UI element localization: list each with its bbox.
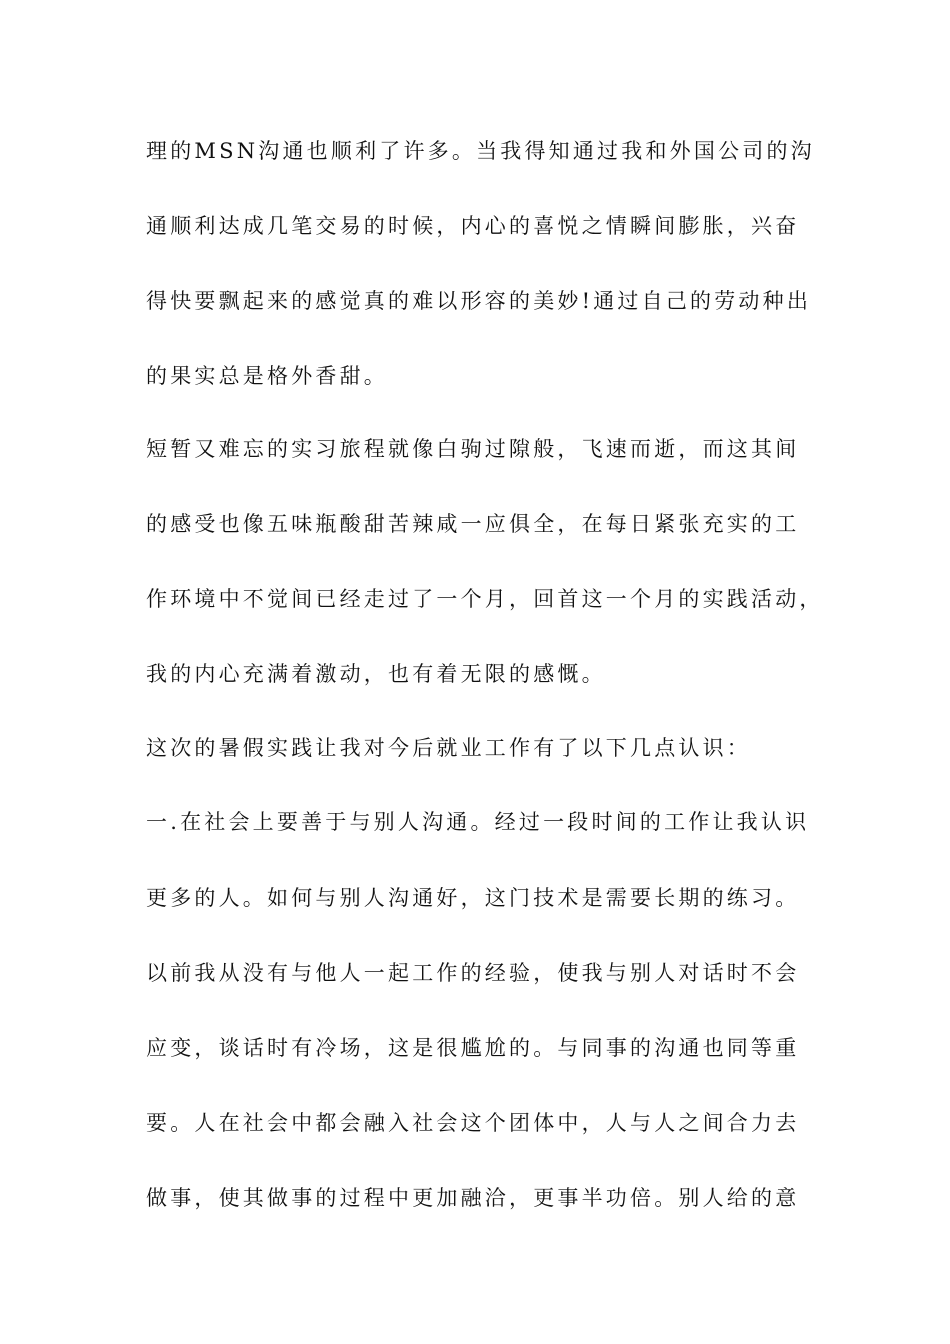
- text-line: 应变，谈话时有冷场，这是很尴尬的。与同事的沟通也同等重: [146, 1036, 800, 1060]
- text-line: 一.在社会上要善于与别人沟通。经过一段时间的工作让我认识: [146, 810, 810, 834]
- text-line: 的感受也像五味瓶酸甜苦辣咸一应俱全，在每日紧张充实的工: [146, 512, 800, 536]
- text-line: 更多的人。如何与别人沟通好，这门技术是需要长期的练习。: [146, 886, 800, 910]
- text-line: 以前我从没有与他人一起工作的经验，使我与别人对话时不会: [146, 961, 800, 985]
- text-line: 理的MSN沟通也顺利了许多。当我得知通过我和外国公司的沟: [146, 139, 815, 163]
- text-line: 通顺利达成几笔交易的时候，内心的喜悦之情瞬间膨胀，兴奋: [146, 214, 800, 238]
- text-line: 得快要飘起来的感觉真的难以形容的美妙!通过自己的劳动种出: [146, 289, 812, 313]
- text-line: 要。人在社会中都会融入社会这个团体中，人与人之间合力去: [146, 1111, 800, 1135]
- text-line: 我的内心充满着激动，也有着无限的感慨。: [146, 662, 606, 686]
- text-line: 这次的暑假实践让我对今后就业工作有了以下几点认识：: [146, 736, 751, 760]
- text-line: 的果实总是格外香甜。: [146, 364, 388, 388]
- text-line: 作环境中不觉间已经走过了一个月，回首这一个月的实践活动，: [146, 587, 824, 611]
- text-line: 短暂又难忘的实习旅程就像白驹过隙般，飞速而逝，而这其间: [146, 437, 800, 461]
- text-line: 做事，使其做事的过程中更加融洽，更事半功倍。别人给的意: [146, 1186, 800, 1210]
